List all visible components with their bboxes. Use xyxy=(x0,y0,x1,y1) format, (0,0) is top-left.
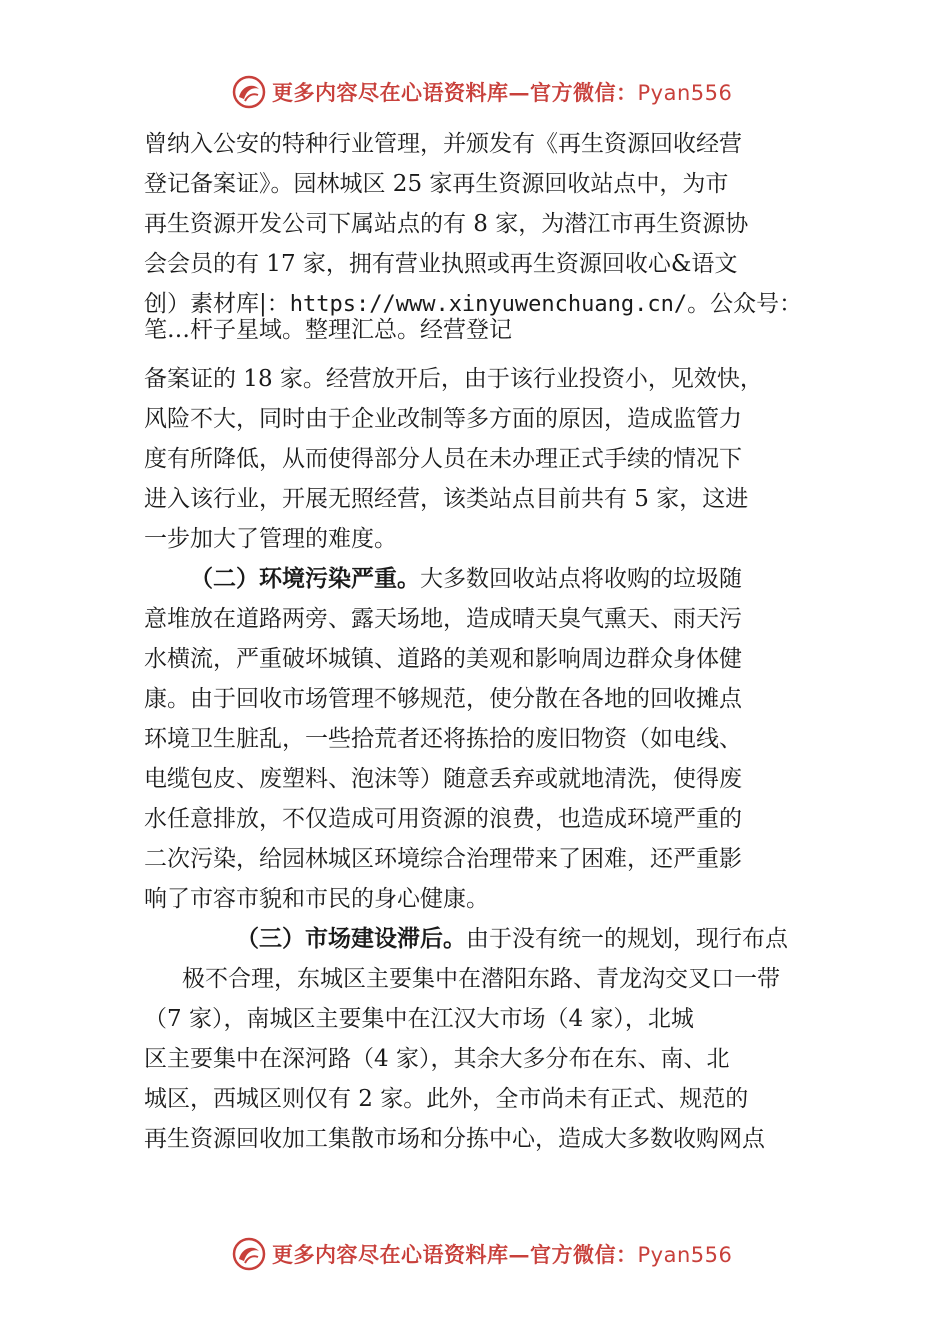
text-fragment: 大多数回收站点将收购的垃圾随 xyxy=(420,566,742,592)
banner-wechat-id: Pyan556 xyxy=(637,81,733,105)
section-heading: （二）环境污染严重。 xyxy=(190,565,420,592)
banner-text xyxy=(272,77,732,107)
text-line: 二次污染，给园林城区环境综合治理带来了困难，还严重影 xyxy=(144,846,742,872)
section-heading: （三）市场建设滞后。 xyxy=(236,925,466,952)
text-fragment: 由于没有统一的规划，现行布点 xyxy=(466,926,788,952)
text-line: 再生资源开发公司下属站点的有 8 家，为潜江市再生资源协 xyxy=(144,211,749,237)
text-line: 城区，西城区则仅有 2 家。此外，全市尚未有正式、规范的 xyxy=(144,1086,749,1112)
text-line: 环境卫生脏乱，一些拾荒者还将拣拾的废旧物资（如电线、 xyxy=(144,726,742,752)
logo-icon xyxy=(232,75,266,109)
text-line: 康。由于回收市场管理不够规范，使分散在各地的回收摊点 xyxy=(144,686,742,712)
document-body xyxy=(144,124,812,1159)
text-line: 水横流，严重破坏城镇、道路的美观和影响周边群众身体健 xyxy=(144,646,742,672)
text-line: 进入该行业，开展无照经营，该类站点目前共有 5 家，这进 xyxy=(144,486,749,512)
text-line: 意堆放在道路两旁、露天场地，造成晴天臭气熏天、雨天污 xyxy=(144,606,742,632)
text-line: 度有所降低，从而使得部分人员在未办理正式手续的情况下 xyxy=(144,446,742,472)
section-heading-line xyxy=(144,919,812,959)
banner-wechat-id: Pyan556 xyxy=(637,1243,733,1267)
text-line: 一步加大了管理的难度。 xyxy=(144,526,397,552)
banner-text xyxy=(272,1239,732,1269)
text-line: 水任意排放，不仅造成可用资源的浪费，也造成环境严重的 xyxy=(144,806,742,832)
text-line: 会会员的有 17 家，拥有营业执照或再生资源回收心&语文 xyxy=(144,251,738,277)
text-line: 曾纳入公安的特种行业管理，并颁发有《再生资源回收经营 xyxy=(144,131,742,157)
website-url: https://www.xinyuwenchuang.cn/ xyxy=(289,292,688,317)
text-line: 再生资源回收加工集散市场和分拣中心，造成大多数收购网点 xyxy=(144,1126,765,1152)
logo-icon xyxy=(232,1237,266,1271)
text-line: 电缆包皮、废塑料、泡沫等）随意丢弃或就地清洗，使得废 xyxy=(144,766,742,792)
text-line: 响了市容市貌和市民的身心健康。 xyxy=(144,886,489,912)
text-line: 区主要集中在深河路（4 家），其余大多分布在东、南、北 xyxy=(144,1046,730,1072)
banner-label: 更多内容尽在心语资料库—官方微信： xyxy=(272,1242,638,1267)
text-line: 笔…杆子星域。整理汇总。经营登记 xyxy=(144,317,512,343)
text-line: 极不合理，东城区主要集中在潜阳东路、青龙沟交叉口一带 xyxy=(182,966,780,992)
text-line xyxy=(144,291,812,317)
text-line: （7 家），南城区主要集中在江汉大市场（4 家），北城 xyxy=(144,1006,694,1032)
text-fragment: 创）素材库|： xyxy=(144,291,290,317)
footer-banner xyxy=(232,1234,732,1274)
banner-label: 更多内容尽在心语资料库—官方微信： xyxy=(272,80,638,105)
text-line: 备案证的 18 家。经营放开后，由于该行业投资小，见效快， xyxy=(144,366,763,392)
text-line: 登记备案证》。园林城区 25 家再生资源回收站点中，为市 xyxy=(144,171,729,197)
section-heading-line xyxy=(144,559,812,599)
text-fragment: 。公众号： xyxy=(687,291,803,317)
text-line: 风险不大，同时由于企业改制等多方面的原因，造成监管力 xyxy=(144,406,742,432)
header-banner xyxy=(232,72,732,112)
